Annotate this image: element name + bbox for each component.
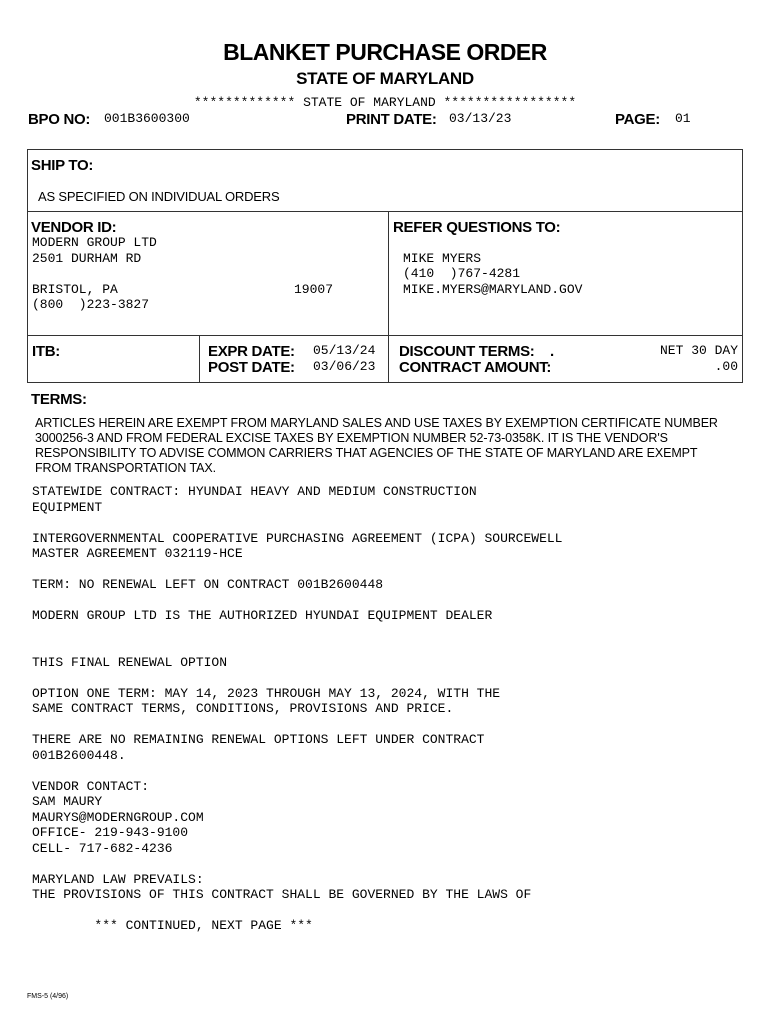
- body-line: SAM MAURY: [32, 794, 103, 809]
- vendor-city: BRISTOL, PA: [32, 282, 118, 297]
- form-id: FMS-5 (4/96): [27, 993, 69, 1000]
- body-line: [32, 903, 563, 919]
- body-line: CELL- 717-682-4236: [32, 840, 173, 856]
- contract-body-text: [32, 484, 563, 934]
- info-grid: [27, 149, 743, 383]
- discount-terms-value: NET 30 DAY: [659, 343, 738, 358]
- ship-to-value: AS SPECIFIED ON INDIVIDUAL ORDERS: [38, 189, 280, 204]
- contract-amount-label: CONTRACT AMOUNT:: [399, 359, 552, 376]
- divider-shipto: [27, 211, 743, 212]
- contract-amount-value: .00: [714, 359, 738, 374]
- body-line: [32, 856, 563, 872]
- body-line: MARYLAND LAW PREVAILS:: [32, 871, 204, 887]
- contact-phone: (410 )767-4281: [403, 266, 521, 281]
- expr-date-label: EXPR DATE:: [208, 343, 295, 360]
- page-label: PAGE:: [615, 111, 660, 128]
- vendor-street: 2501 DURHAM RD: [32, 251, 142, 266]
- document-subtitle: STATE OF MARYLAND: [296, 69, 474, 88]
- state-banner: ************* STATE OF MARYLAND *****************: [193, 95, 577, 110]
- refer-questions-label: REFER QUESTIONS TO:: [393, 219, 561, 236]
- body-line: EQUIPMENT: [32, 499, 103, 515]
- body-line: THERE ARE NO REMAINING RENEWAL OPTIONS LEFT UNDER CONTRACT: [32, 732, 485, 747]
- divider-vendor: [27, 335, 743, 336]
- tax-exemption-paragraph: ARTICLES HEREIN ARE EXEMPT FROM MARYLAND SALES AND USE TAXES BY EXEMPTION CERTIFICATE NUMBER 3000256-3 AND FROM FEDERAL EXCISE TAXES BY EXEMPTION NUMBER 52-73-0358K. IT IS THE VENDOR'S RESPONSIBILITY TO ADVISE COMMON CARRIERS THAT AGENCIES OF THE STATE OF MARYLAND ARE EXEMPT FROM TRANSPORTATION TAX.: [35, 416, 718, 475]
- body-line: [32, 624, 563, 640]
- body-line: TERM: NO RENEWAL LEFT ON CONTRACT 001B2600448: [32, 577, 384, 592]
- print-date-label: PRINT DATE:: [346, 111, 437, 128]
- body-line: OPTION ONE TERM: MAY 14, 2023 THROUGH MAY 13, 2024, WITH THE: [32, 685, 501, 701]
- vendor-name: MODERN GROUP LTD: [32, 235, 157, 250]
- divider-vendor-questions: [388, 211, 389, 383]
- body-line: MAURYS@MODERNGROUP.COM: [32, 809, 204, 825]
- body-line: [32, 562, 563, 578]
- vendor-phone: (800 )223-3827: [32, 297, 150, 312]
- page-number-value: 01: [675, 111, 691, 126]
- body-line: [32, 593, 563, 609]
- divider-itb-dates: [199, 335, 200, 383]
- expr-date-value: 05/13/24: [313, 343, 376, 358]
- body-line: MODERN GROUP LTD IS THE AUTHORIZED HYUNDAI EQUIPMENT DEALER: [32, 608, 493, 623]
- body-line: MASTER AGREEMENT 032119-HCE: [32, 546, 243, 561]
- body-line: STATEWIDE CONTRACT: HYUNDAI HEAVY AND MEDIUM CONSTRUCTION: [32, 484, 477, 499]
- body-line: [32, 515, 563, 531]
- discount-terms-label: DISCOUNT TERMS:: [399, 343, 535, 360]
- contact-name: MIKE MYERS: [403, 251, 482, 266]
- body-line: *** CONTINUED, NEXT PAGE ***: [32, 918, 313, 933]
- body-line: SAME CONTRACT TERMS, CONDITIONS, PROVISIONS AND PRICE.: [32, 701, 454, 716]
- body-line: [32, 639, 563, 655]
- vendor-zip: 19007: [294, 282, 334, 297]
- bpo-number-value: 001B3600300: [104, 111, 190, 126]
- body-line: INTERGOVERNMENTAL COOPERATIVE PURCHASING AGREEMENT (ICPA) SOURCEWELL: [32, 530, 563, 546]
- body-line: THIS FINAL RENEWAL OPTION: [32, 654, 228, 670]
- body-line: OFFICE- 219-943-9100: [32, 825, 189, 840]
- post-date-value: 03/06/23: [313, 359, 376, 374]
- body-line: [32, 670, 563, 686]
- ship-to-label: SHIP TO:: [31, 157, 94, 174]
- terms-label: TERMS:: [31, 391, 87, 408]
- body-line: [32, 763, 563, 779]
- body-line: [32, 717, 563, 733]
- bpo-number-label: BPO NO:: [28, 111, 91, 128]
- post-date-label: POST DATE:: [208, 359, 295, 376]
- print-date-value: 03/13/23: [449, 111, 512, 126]
- document-title: BLANKET PURCHASE ORDER: [223, 39, 547, 65]
- body-line: THE PROVISIONS OF THIS CONTRACT SHALL BE GOVERNED BY THE LAWS OF: [32, 887, 532, 902]
- vendor-id-label: VENDOR ID:: [31, 219, 117, 236]
- body-line: VENDOR CONTACT:: [32, 778, 150, 794]
- itb-label: ITB:: [32, 343, 60, 360]
- discount-terms-dot: .: [550, 343, 554, 360]
- contact-email: MIKE.MYERS@MARYLAND.GOV: [403, 282, 583, 297]
- body-line: 001B2600448.: [32, 747, 126, 763]
